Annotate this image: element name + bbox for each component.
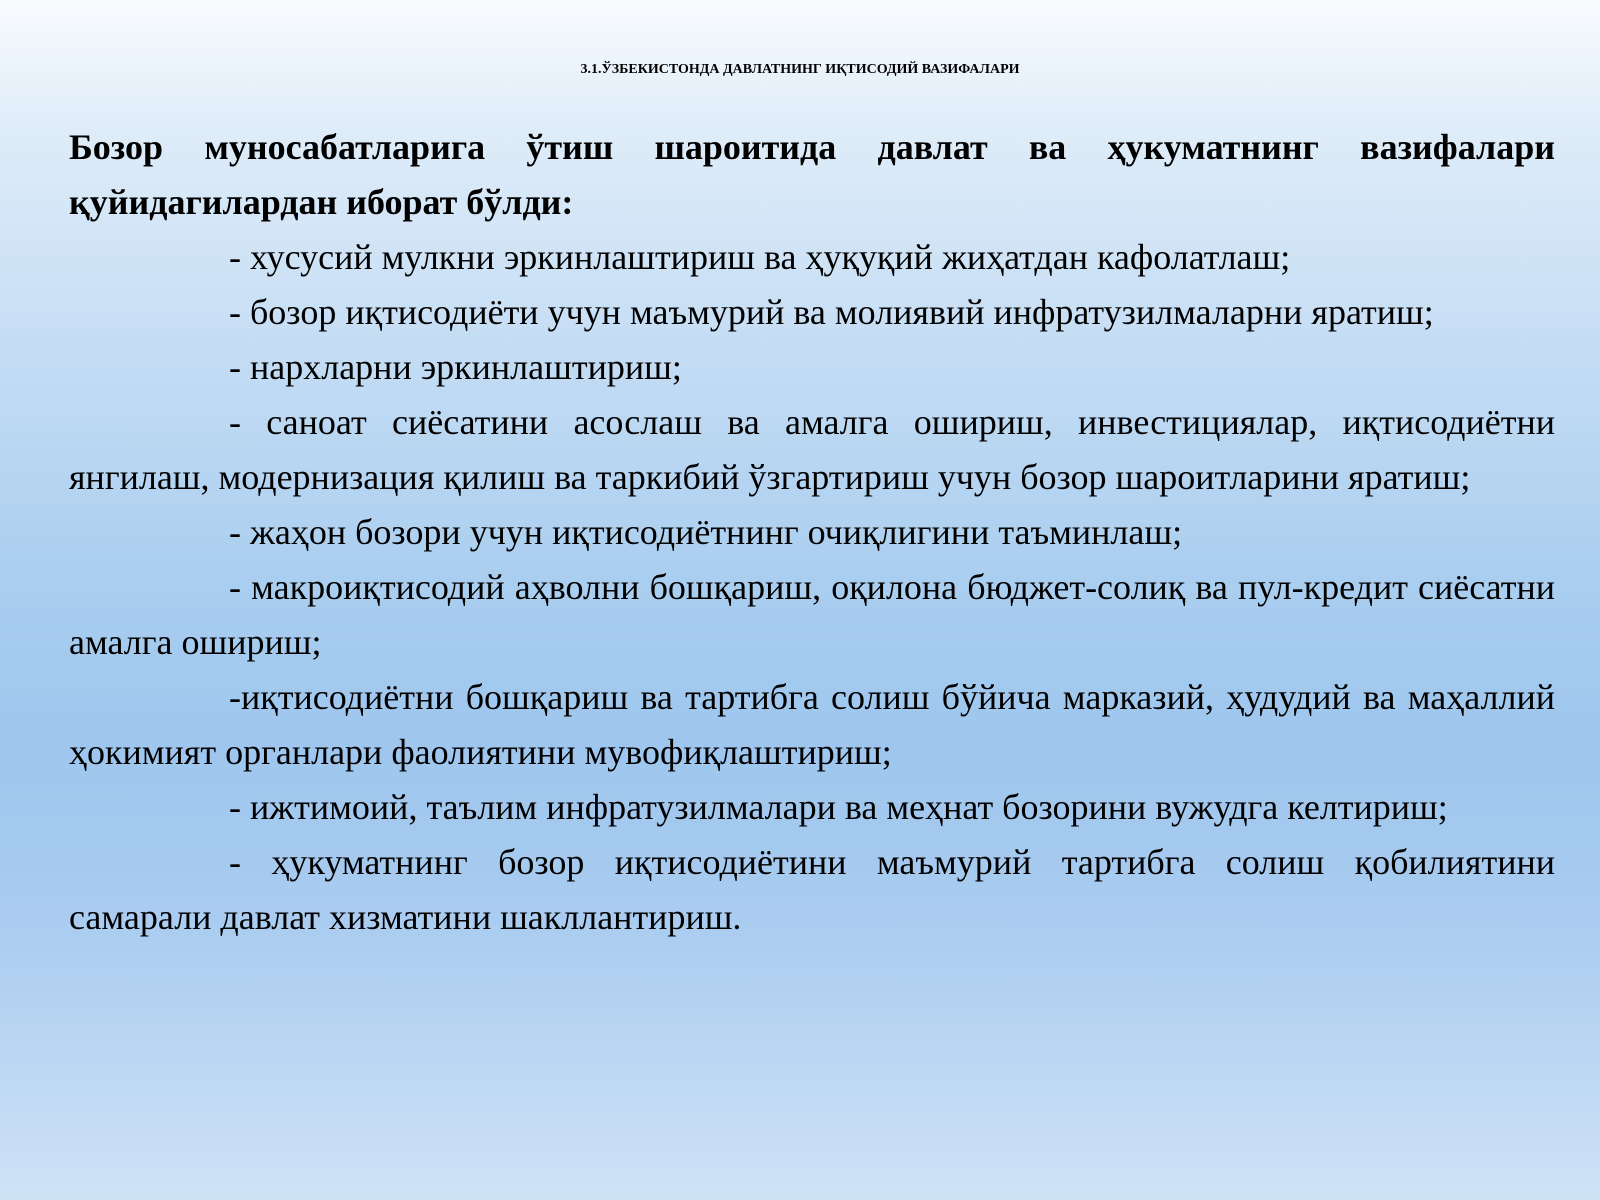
list-item: - бозор иқтисодиёти учун маъмурий ва молиявий инфратузилмаларни яратиш;	[229, 292, 1434, 332]
intro-paragraph: Бозор муносабатларига ўтиш шароитида давлат ва ҳукуматнинг вазифалари қуйидагилардан иборат бўлди:	[69, 127, 1555, 222]
slide-title: 3.1.ЎЗБЕКИСТОНДА ДАВЛАТНИНГ ИҚТИСОДИЙ ВАЗИФАЛАРИ	[580, 62, 1020, 77]
list-item: - макроиқтисодий аҳволни бошқариш, оқилона бюджет-солиқ ва пул-кредит сиёсатни амалга ошириш;	[69, 567, 1555, 662]
list-item: - жаҳон бозори учун иқтисодиётнинг очиқлигини таъминлаш;	[229, 512, 1183, 552]
list-item: -иқтисодиётни бошқариш ва тартибга солиш бўйича марказий, ҳудудий ва маҳаллий ҳокимият органлари фаолиятини мувофиқлаштириш;	[69, 677, 1555, 772]
list-item: - нархларни эркинлаштириш;	[229, 347, 682, 387]
list-item: - хусусий мулкни эркинлаштириш ва ҳуқуқий жиҳатдан кафолатлаш;	[229, 237, 1291, 277]
list-item: - саноат сиёсатини асослаш ва амалга ошириш, инвестициялар, иқтисодиётни янгилаш, модернизация қилиш ва таркибий ўзгартириш учун бозор шароитларини яратиш;	[69, 402, 1555, 497]
slide-content	[69, 120, 1555, 945]
list-item: - ҳукуматнинг бозор иқтисодиётини маъмурий тартибга солиш қобилиятини самарали давлат хизматини шакллантириш.	[69, 842, 1555, 937]
list-item: - ижтимоий, таълим инфратузилмалари ва меҳнат бозорини вужудга келтириш;	[229, 787, 1448, 827]
